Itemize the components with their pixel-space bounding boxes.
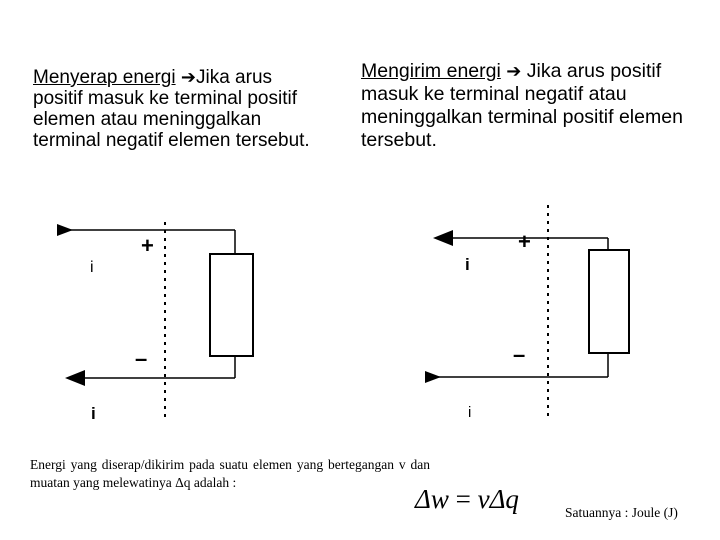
right-title: Mengirim energi [361,60,501,82]
current-bottom-label: i [468,404,472,420]
bottom-arrowhead-icon [425,371,441,383]
bottom-arrowhead-icon [65,370,85,386]
left-body: arus positif masuk ke terminal positif elemen atau meninggalkan terminal negatif elemen tersebut. [33,67,310,151]
right-body: positif masuk ke terminal negatif atau meninggalkan terminal positif elemen tersebut. [361,60,683,151]
current-bottom-label: i [91,404,96,422]
current-top-label: i [90,259,94,276]
formula-equals: = [448,484,478,514]
top-arrowhead-icon [433,230,453,246]
plus-label: + [141,233,154,258]
minus-label: – [513,342,526,367]
left-description [33,67,323,151]
left-circuit-diagram [55,222,275,422]
element-resistor [210,254,253,356]
element-resistor [589,250,629,353]
formula-lhs: Δw [415,484,449,514]
right-arrow-icon: ➔ [506,61,522,82]
right-heading-tail: Jika arus [526,60,605,82]
top-arrowhead-icon [57,224,73,236]
current-top-label: i [465,255,470,274]
unit-note: Satuannya : Joule (J) [565,505,678,520]
energy-caption: Energi yang diserap/dikirim pada suatu elemen yang bertegangan v dan muatan yang melewatinya Δq adalah : [30,457,430,490]
right-description [361,60,701,152]
formula-rhs: vΔq [477,484,519,514]
minus-label: – [135,346,148,371]
right-arrow-icon: ➔ [180,67,196,88]
right-circuit-diagram [425,205,635,420]
plus-label: + [518,229,531,254]
left-heading-tail: Jika [195,67,230,88]
left-title: Menyerap energi [33,67,176,88]
energy-formula [415,484,519,515]
